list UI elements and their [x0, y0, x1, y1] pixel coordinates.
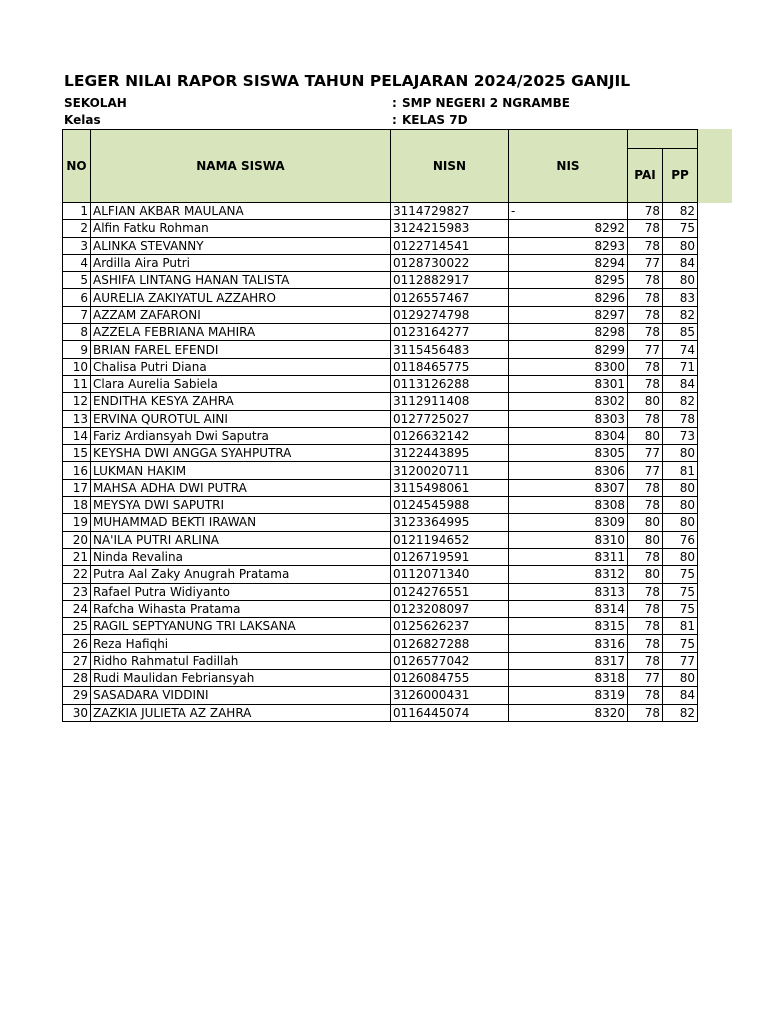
cell-pai: 80: [628, 566, 663, 583]
cell-nama-siswa: Putra Aal Zaky Anugrah Pratama: [91, 566, 391, 583]
header-nama-siswa: NAMA SISWA: [90, 129, 391, 203]
cell-nisn: 0126719591: [391, 548, 509, 565]
table-row: [63, 566, 698, 583]
cell-nama-siswa: Chalisa Putri Diana: [91, 358, 391, 375]
cell-pp: 73: [663, 427, 698, 444]
cell-nama-siswa: Ardilla Aira Putri: [91, 254, 391, 271]
cell-nis: 8292: [509, 220, 628, 237]
cell-no: 19: [63, 514, 91, 531]
cell-pai: 78: [628, 410, 663, 427]
cell-nis: -: [509, 203, 628, 220]
cell-nis: 8317: [509, 652, 628, 669]
cell-pai: 78: [628, 375, 663, 392]
cell-no: 29: [63, 687, 91, 704]
table-row: [63, 254, 698, 271]
cell-nis: 8316: [509, 635, 628, 652]
cell-nisn: 0128730022: [391, 254, 509, 271]
table-row: [63, 704, 698, 721]
header-nis: NIS: [508, 129, 628, 203]
cell-no: 16: [63, 462, 91, 479]
table-row: [63, 687, 698, 704]
cell-nisn: 0113126288: [391, 375, 509, 392]
cell-nis: 8309: [509, 514, 628, 531]
header-fill-extension: [698, 129, 732, 203]
table-row: [63, 583, 698, 600]
table-row: [63, 375, 698, 392]
class-colon: :: [392, 113, 397, 127]
cell-no: 13: [63, 410, 91, 427]
cell-nisn: 3123364995: [391, 514, 509, 531]
cell-pai: 78: [628, 618, 663, 635]
cell-no: 6: [63, 289, 91, 306]
cell-pp: 80: [663, 272, 698, 289]
cell-pp: 74: [663, 341, 698, 358]
table-row: [63, 618, 698, 635]
cell-pp: 83: [663, 289, 698, 306]
cell-nis: 8293: [509, 237, 628, 254]
cell-pai: 78: [628, 306, 663, 323]
cell-nama-siswa: SASADARA VIDDINI: [91, 687, 391, 704]
cell-nama-siswa: MEYSYA DWI SAPUTRI: [91, 497, 391, 514]
grades-table-body: [63, 203, 698, 722]
cell-pai: 78: [628, 237, 663, 254]
cell-pai: 78: [628, 289, 663, 306]
cell-nama-siswa: Ridho Rahmatul Fadillah: [91, 652, 391, 669]
cell-nama-siswa: ALINKA STEVANNY: [91, 237, 391, 254]
cell-nama-siswa: LUKMAN HAKIM: [91, 462, 391, 479]
header-pp: PP: [662, 148, 698, 203]
cell-nis: 8311: [509, 548, 628, 565]
cell-nis: 8315: [509, 618, 628, 635]
cell-pp: 84: [663, 254, 698, 271]
class-label: Kelas: [64, 113, 101, 127]
cell-no: 15: [63, 445, 91, 462]
cell-pai: 78: [628, 220, 663, 237]
cell-nama-siswa: AZZELA FEBRIANA MAHIRA: [91, 324, 391, 341]
cell-nisn: 0122714541: [391, 237, 509, 254]
cell-pai: 78: [628, 687, 663, 704]
cell-nis: 8312: [509, 566, 628, 583]
cell-nis: 8306: [509, 462, 628, 479]
cell-no: 17: [63, 479, 91, 496]
cell-nama-siswa: AURELIA ZAKIYATUL AZZAHRO: [91, 289, 391, 306]
cell-nama-siswa: NA'ILA PUTRI ARLINA: [91, 531, 391, 548]
cell-pp: 75: [663, 635, 698, 652]
cell-nis: 8320: [509, 704, 628, 721]
cell-nis: 8304: [509, 427, 628, 444]
cell-nisn: 3124215983: [391, 220, 509, 237]
cell-no: 10: [63, 358, 91, 375]
header-nisn: NISN: [390, 129, 509, 203]
cell-nisn: 0126827288: [391, 635, 509, 652]
cell-nis: 8297: [509, 306, 628, 323]
cell-nama-siswa: ENDITHA KESYA ZAHRA: [91, 393, 391, 410]
table-row: [63, 497, 698, 514]
cell-nama-siswa: BRIAN FAREL EFENDI: [91, 341, 391, 358]
cell-nisn: 0129274798: [391, 306, 509, 323]
cell-pp: 80: [663, 670, 698, 687]
cell-no: 8: [63, 324, 91, 341]
cell-pai: 78: [628, 358, 663, 375]
cell-nama-siswa: MAHSA ADHA DWI PUTRA: [91, 479, 391, 496]
cell-nis: 8302: [509, 393, 628, 410]
cell-no: 11: [63, 375, 91, 392]
table-row: [63, 237, 698, 254]
cell-nisn: 0126557467: [391, 289, 509, 306]
grades-table: [62, 202, 698, 722]
cell-pai: 78: [628, 548, 663, 565]
cell-nama-siswa: ASHIFA LINTANG HANAN TALISTA: [91, 272, 391, 289]
cell-nis: 8303: [509, 410, 628, 427]
cell-pai: 80: [628, 514, 663, 531]
cell-no: 25: [63, 618, 91, 635]
cell-pp: 81: [663, 462, 698, 479]
cell-pai: 80: [628, 531, 663, 548]
cell-nis: 8313: [509, 583, 628, 600]
cell-no: 20: [63, 531, 91, 548]
cell-nis: 8300: [509, 358, 628, 375]
table-row: [63, 272, 698, 289]
cell-nama-siswa: AZZAM ZAFARONI: [91, 306, 391, 323]
table-row: [63, 531, 698, 548]
cell-nama-siswa: Rafcha Wihasta Pratama: [91, 600, 391, 617]
cell-pp: 82: [663, 704, 698, 721]
cell-pp: 80: [663, 497, 698, 514]
cell-nama-siswa: Reza Hafiqhi: [91, 635, 391, 652]
table-row: [63, 203, 698, 220]
cell-nis: 8319: [509, 687, 628, 704]
cell-no: 27: [63, 652, 91, 669]
table-row: [63, 220, 698, 237]
cell-nama-siswa: Alfin Fatku Rohman: [91, 220, 391, 237]
cell-nisn: 0112071340: [391, 566, 509, 583]
cell-nisn: 3115498061: [391, 479, 509, 496]
cell-nama-siswa: Rudi Maulidan Febriansyah: [91, 670, 391, 687]
table-row: [63, 514, 698, 531]
cell-pai: 77: [628, 254, 663, 271]
cell-pp: 80: [663, 237, 698, 254]
table-row: [63, 306, 698, 323]
cell-pp: 75: [663, 220, 698, 237]
cell-pp: 75: [663, 583, 698, 600]
cell-nama-siswa: MUHAMMAD BEKTI IRAWAN: [91, 514, 391, 531]
cell-pai: 77: [628, 341, 663, 358]
table-row: [63, 445, 698, 462]
cell-nisn: 0127725027: [391, 410, 509, 427]
cell-nisn: 0123164277: [391, 324, 509, 341]
cell-pp: 78: [663, 410, 698, 427]
cell-no: 28: [63, 670, 91, 687]
cell-pp: 85: [663, 324, 698, 341]
cell-nis: 8314: [509, 600, 628, 617]
cell-pp: 80: [663, 445, 698, 462]
cell-pp: 84: [663, 687, 698, 704]
page-title: LEGER NILAI RAPOR SISWA TAHUN PELAJARAN 2024/2025 GANJIL: [64, 72, 631, 90]
cell-pp: 75: [663, 566, 698, 583]
cell-nama-siswa: ERVINA QUROTUL AINI: [91, 410, 391, 427]
cell-nama-siswa: Clara Aurelia Sabiela: [91, 375, 391, 392]
table-row: [63, 462, 698, 479]
cell-no: 21: [63, 548, 91, 565]
cell-nisn: 0125626237: [391, 618, 509, 635]
cell-pai: 78: [628, 497, 663, 514]
cell-nama-siswa: ZAZKIA JULIETA AZ ZAHRA: [91, 704, 391, 721]
cell-pai: 78: [628, 635, 663, 652]
table-row: [63, 324, 698, 341]
cell-nis: 8310: [509, 531, 628, 548]
cell-no: 24: [63, 600, 91, 617]
cell-pp: 82: [663, 393, 698, 410]
cell-pp: 80: [663, 548, 698, 565]
table-row: [63, 393, 698, 410]
cell-nis: 8296: [509, 289, 628, 306]
cell-pp: 80: [663, 514, 698, 531]
cell-nis: 8295: [509, 272, 628, 289]
cell-nisn: 0124276551: [391, 583, 509, 600]
table-row: [63, 289, 698, 306]
cell-pp: 75: [663, 600, 698, 617]
cell-no: 18: [63, 497, 91, 514]
table-row: [63, 341, 698, 358]
cell-pai: 77: [628, 462, 663, 479]
cell-pp: 77: [663, 652, 698, 669]
cell-nis: 8307: [509, 479, 628, 496]
class-value: KELAS 7D: [402, 113, 468, 127]
cell-nisn: 3122443895: [391, 445, 509, 462]
cell-nis: 8305: [509, 445, 628, 462]
cell-pai: 80: [628, 427, 663, 444]
cell-nama-siswa: ALFIAN AKBAR MAULANA: [91, 203, 391, 220]
cell-no: 12: [63, 393, 91, 410]
cell-nisn: 0121194652: [391, 531, 509, 548]
cell-pp: 82: [663, 203, 698, 220]
table-row: [63, 652, 698, 669]
table-row: [63, 670, 698, 687]
cell-nisn: 3115456483: [391, 341, 509, 358]
cell-pai: 78: [628, 600, 663, 617]
cell-nis: 8294: [509, 254, 628, 271]
cell-pai: 77: [628, 445, 663, 462]
cell-nisn: 0112882917: [391, 272, 509, 289]
table-row: [63, 635, 698, 652]
cell-no: 3: [63, 237, 91, 254]
table-row: [63, 479, 698, 496]
cell-pp: 80: [663, 479, 698, 496]
cell-no: 7: [63, 306, 91, 323]
cell-nis: 8298: [509, 324, 628, 341]
cell-nisn: 3112911408: [391, 393, 509, 410]
cell-no: 5: [63, 272, 91, 289]
cell-pai: 78: [628, 272, 663, 289]
cell-pai: 80: [628, 393, 663, 410]
header-subject-group: [627, 129, 698, 149]
cell-nisn: 0126577042: [391, 652, 509, 669]
cell-nama-siswa: RAGIL SEPTYANUNG TRI LAKSANA: [91, 618, 391, 635]
school-colon: :: [392, 96, 397, 110]
cell-nama-siswa: Rafael Putra Widiyanto: [91, 583, 391, 600]
cell-nisn: 0123208097: [391, 600, 509, 617]
cell-pai: 78: [628, 583, 663, 600]
cell-nis: 8299: [509, 341, 628, 358]
table-row: [63, 358, 698, 375]
cell-no: 22: [63, 566, 91, 583]
cell-no: 1: [63, 203, 91, 220]
header-no: NO: [62, 129, 91, 203]
cell-pp: 81: [663, 618, 698, 635]
cell-nisn: 0116445074: [391, 704, 509, 721]
cell-nisn: 0124545988: [391, 497, 509, 514]
cell-no: 9: [63, 341, 91, 358]
cell-no: 2: [63, 220, 91, 237]
cell-nis: 8301: [509, 375, 628, 392]
cell-nisn: 0126084755: [391, 670, 509, 687]
table-row: [63, 410, 698, 427]
cell-no: 26: [63, 635, 91, 652]
school-label: SEKOLAH: [64, 96, 127, 110]
cell-pai: 78: [628, 324, 663, 341]
cell-no: 30: [63, 704, 91, 721]
cell-pai: 78: [628, 704, 663, 721]
school-value: SMP NEGERI 2 NGRAMBE: [402, 96, 570, 110]
cell-nisn: 3114729827: [391, 203, 509, 220]
cell-nis: 8308: [509, 497, 628, 514]
cell-nama-siswa: KEYSHA DWI ANGGA SYAHPUTRA: [91, 445, 391, 462]
table-row: [63, 427, 698, 444]
cell-nisn: 0126632142: [391, 427, 509, 444]
table-row: [63, 600, 698, 617]
cell-nama-siswa: Ninda Revalina: [91, 548, 391, 565]
cell-pai: 77: [628, 670, 663, 687]
cell-no: 23: [63, 583, 91, 600]
cell-pai: 78: [628, 652, 663, 669]
cell-pp: 71: [663, 358, 698, 375]
cell-nisn: 3120020711: [391, 462, 509, 479]
cell-no: 4: [63, 254, 91, 271]
cell-no: 14: [63, 427, 91, 444]
cell-pp: 82: [663, 306, 698, 323]
cell-nisn: 0118465775: [391, 358, 509, 375]
header-pai: PAI: [627, 148, 663, 203]
cell-nama-siswa: Fariz Ardiansyah Dwi Saputra: [91, 427, 391, 444]
cell-nisn: 3126000431: [391, 687, 509, 704]
cell-pp: 76: [663, 531, 698, 548]
cell-pai: 78: [628, 479, 663, 496]
cell-pai: 78: [628, 203, 663, 220]
cell-nis: 8318: [509, 670, 628, 687]
cell-pp: 84: [663, 375, 698, 392]
table-row: [63, 548, 698, 565]
